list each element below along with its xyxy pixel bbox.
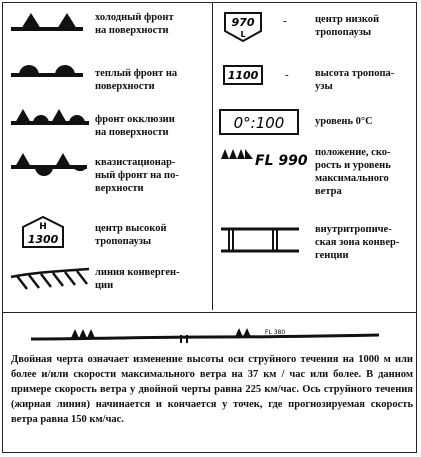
convergence-line-icon	[9, 265, 91, 293]
section-divider	[3, 312, 416, 313]
stationary-front-label: квазистационар- ный фронт на по- верхности	[95, 157, 179, 194]
stationary-front-icon	[9, 151, 91, 187]
low-tropopause-label: центр низкой тропопаузы	[315, 14, 380, 38]
tropopause-height-dash: -	[285, 69, 289, 81]
high-tropopause-value: 1300	[27, 233, 59, 246]
low-tropopause-icon	[223, 11, 263, 43]
jet-wind-level: FL 990	[255, 153, 308, 169]
itcz-icon	[219, 225, 301, 255]
column-divider	[212, 3, 213, 310]
legend-frame	[2, 2, 417, 453]
tropopause-height-icon	[223, 65, 263, 85]
itcz-label: внутритропиче- ская зона конвер- генции	[315, 224, 400, 261]
jet-wind-icon	[219, 145, 309, 175]
freezing-level-label: уровень 0°C	[315, 116, 373, 127]
low-tropopause-value: 970	[231, 16, 255, 29]
low-tropopause-badge: L	[240, 30, 246, 39]
jet-wind-label: положение, ско- рость и уровень максимального ветра	[315, 147, 391, 197]
tropopause-height-value: 1100	[227, 69, 259, 82]
freezing-level-value: 0°:100	[233, 114, 285, 132]
freezing-level-icon	[219, 109, 299, 135]
high-tropopause-icon	[21, 215, 65, 249]
high-tropopause-badge-top: H	[39, 222, 47, 232]
low-tropopause-dash: -	[283, 15, 287, 27]
high-tropopause-label: центр высокой тропопаузы	[95, 223, 167, 247]
occluded-front-icon	[9, 103, 93, 129]
tropopause-height-label: высота тропопа- узы	[315, 68, 395, 92]
jet-stream-example	[29, 321, 399, 347]
warm-front-label: теплый фронт на поверхности	[95, 68, 178, 92]
explanation-paragraph: Двойная черта означает изменение высоты оси струйного течения на 1000 м или более и/или скорости максимального ветра на 37 км / час или более. В данном примере скорость ветра у двойной черты равна 225 км/час. Ось струйного течения (жирная линия) начинается и кончается у точек, где прогнозируемая скорость ветра равна 150 км/час.	[11, 354, 413, 425]
cold-front-icon	[9, 7, 87, 33]
jet-example-label: FL 380	[265, 329, 286, 336]
warm-front-icon	[9, 57, 87, 79]
convergence-line-label: линия конверген- ции	[95, 267, 180, 291]
cold-front-label: холодный фронт на поверхности	[95, 12, 174, 36]
occluded-front-label: фронт окклюзии на поверхности	[95, 114, 175, 138]
